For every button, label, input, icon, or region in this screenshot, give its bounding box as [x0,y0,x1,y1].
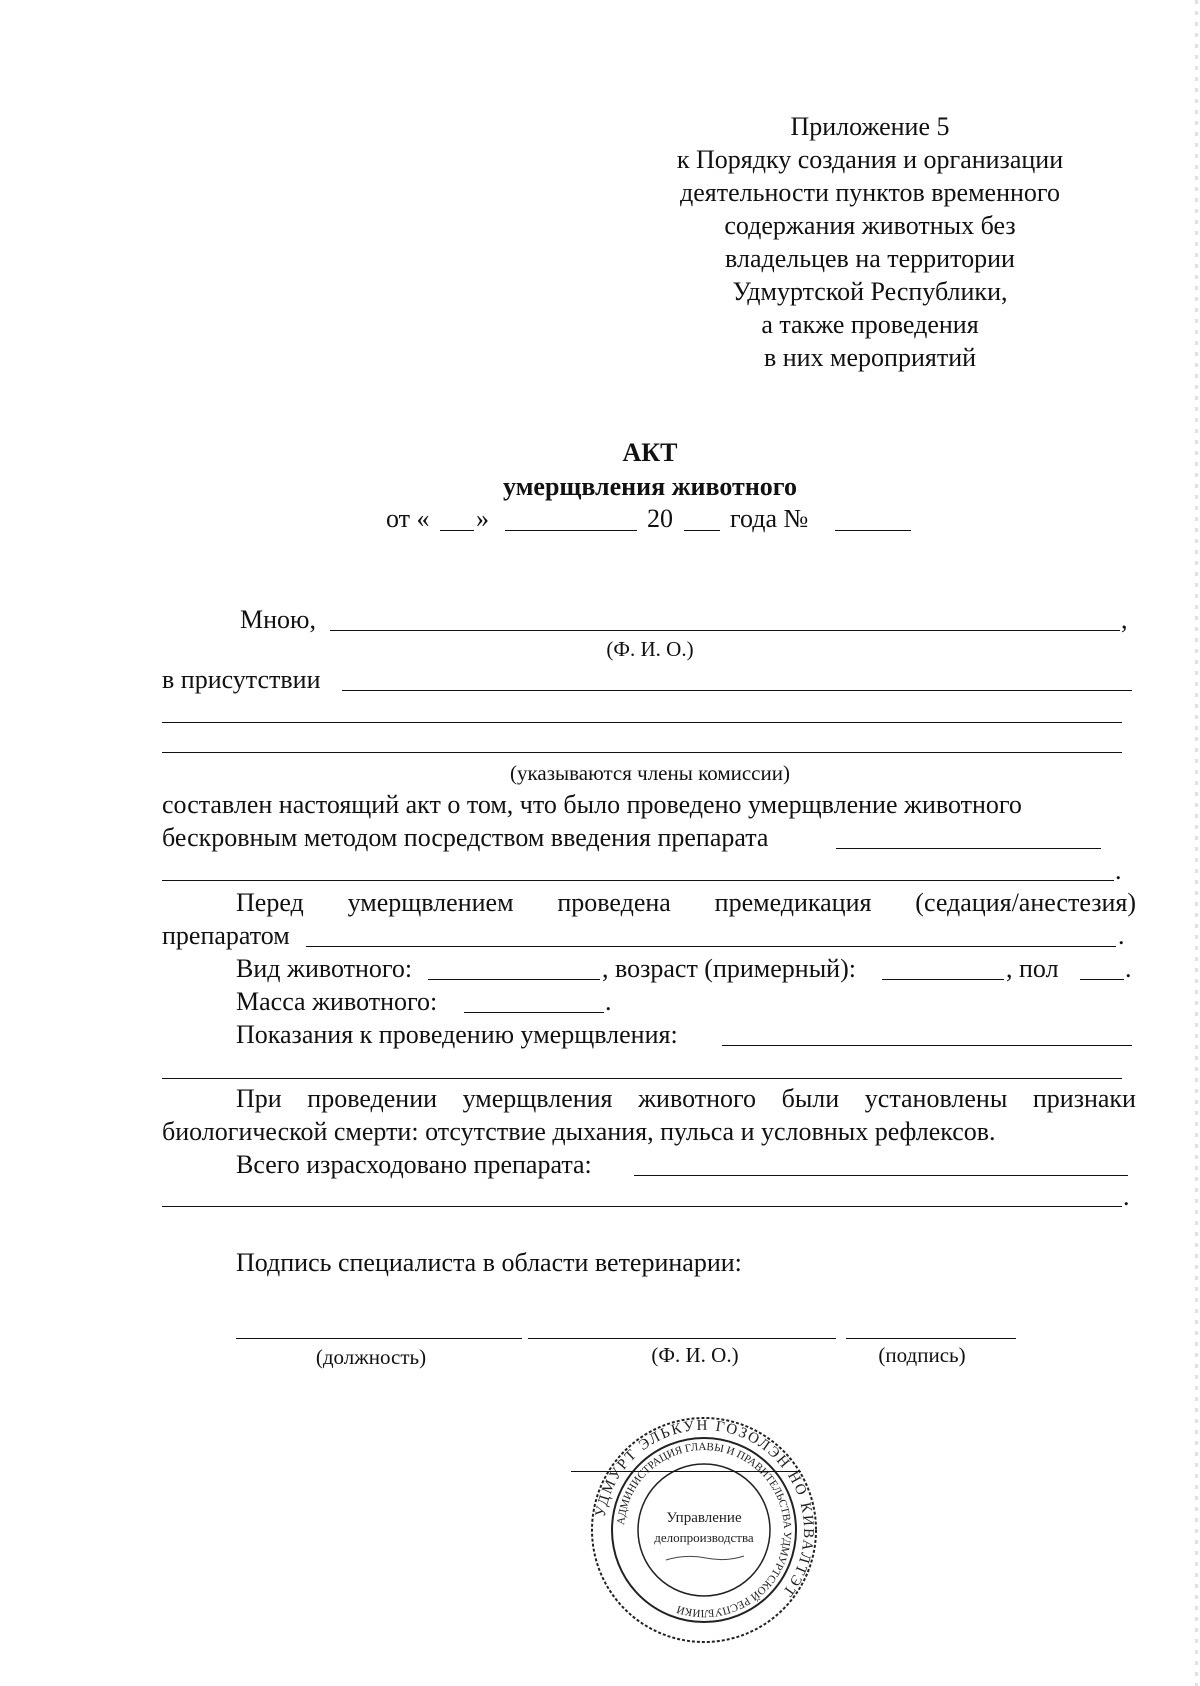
seal-center-line-1: Управление [666,1510,742,1526]
premed-word: премедикация [714,888,872,917]
indications-label: Показания к проведению умерщвления: [236,1020,678,1049]
sex-label: , пол [1006,954,1059,983]
drug-period: . [1115,856,1122,885]
mass-label: Масса животного: [236,987,438,1016]
premed-word: умерщвлением [347,888,514,917]
premed-drug-label: препаратом [162,921,290,950]
commission-blank-2[interactable] [162,722,1122,723]
death-word: признаки [1032,1084,1136,1113]
spent-blank-1[interactable] [634,1175,1128,1176]
date-prefix: от « [386,504,430,533]
day-blank[interactable] [440,530,474,531]
seal-outer-text: УДМУРТ ЭЛЬКУН ГОЗОЛЭН НО КИВАЛТЭТ [592,1417,817,1601]
spent-period: . [1123,1182,1130,1211]
fio-caption: (Ф. И. О.) [606,637,694,661]
indications-blank-2[interactable] [162,1078,1122,1079]
premed-line [236,888,1136,918]
death-signs-line [236,1084,1136,1114]
age-blank[interactable] [882,979,1004,980]
by-me-label: Мною, [240,605,316,634]
by-me-comma: , [1121,605,1128,634]
document-title: АКТ [622,438,678,467]
sex-period: . [1125,954,1132,983]
appendix-line: Удмуртской Республики, [732,277,1008,306]
seal-ink-smudge [666,1556,744,1560]
death-word: животного [638,1084,757,1113]
mass-period: . [605,987,612,1016]
spent-label: Всего израсходовано препарата: [236,1150,592,1179]
death-word: были [781,1084,840,1113]
number-label: года № [730,504,809,533]
appendix-line: владельцев на территории [725,244,1015,273]
signature-caption: (подпись) [878,1343,966,1367]
appendix-line: Приложение 5 [790,112,950,141]
species-label: Вид животного: [236,954,413,983]
indications-blank-1[interactable] [722,1045,1132,1046]
premed-word: Перед [236,888,304,917]
composed-line-1: составлен настоящий акт о том, что было проведено умерщвление животного [162,790,1022,819]
age-label: , возраст (примерный): [602,954,856,983]
year-prefix: 20 [647,504,673,533]
death-word: установлены [864,1084,1008,1113]
seal-center-line-2: делопроизводства [654,1530,754,1545]
appendix-line: а также проведения [761,310,979,339]
death-word: умерщвления [462,1084,613,1113]
year-blank[interactable] [684,530,720,531]
appendix-line: содержания животных без [724,211,1016,240]
commission-caption: (указываются члены комиссии) [510,761,790,785]
date-mid: » [476,504,489,533]
number-blank[interactable] [835,530,911,531]
signature-heading: Подпись специалиста в области ветеринарии: [236,1248,742,1277]
stamp-crossing-line [571,1471,801,1472]
commission-blank-3[interactable] [162,752,1122,753]
appendix-line: к Порядку создания и организации [676,145,1064,174]
seal-inner-text: АДМИНИСТРАЦИЯ ГЛАВЫ И ПРАВИТЕЛЬСТВА УДМУРТСКОЙ РЕСПУБЛИКИ [615,1440,794,1620]
signer-fio-caption: (Ф. И. О.) [651,1343,739,1367]
premed-drug-blank[interactable] [306,946,1116,947]
death-signs-line-2: биологической смерти: отсутствие дыхания, пульса и условных рефлексов. [162,1117,996,1146]
signature-blank[interactable] [846,1338,1016,1339]
species-blank[interactable] [428,979,600,980]
sex-blank[interactable] [1080,979,1124,980]
spent-blank-2[interactable] [162,1206,1122,1207]
presence-label: в присутствии [162,665,321,694]
commission-blank-1[interactable] [342,690,1132,691]
death-word: При [236,1084,282,1113]
position-blank[interactable] [236,1338,522,1339]
mass-blank[interactable] [464,1012,604,1013]
premed-word: (седация/анестезия) [915,888,1136,917]
appendix-line: в них мероприятий [763,343,977,372]
official-seal-stamp [588,1414,820,1646]
drug-blank-1[interactable] [836,848,1101,849]
document-subtitle: умерщвления животного [503,472,797,501]
appendix-line: деятельности пунктов временного [680,178,1060,207]
premed-period: . [1118,921,1125,950]
death-word: проведении [307,1084,438,1113]
signer-fio-blank[interactable] [528,1338,836,1339]
position-caption: (должность) [315,1345,427,1369]
scan-edge-artifact [1195,0,1198,1686]
month-blank[interactable] [505,530,637,531]
premed-word: проведена [557,888,671,917]
composed-line-2: бескровным методом посредством введения препарата [162,823,769,852]
drug-blank-2[interactable] [162,880,1114,881]
fio-blank[interactable] [330,630,1120,631]
